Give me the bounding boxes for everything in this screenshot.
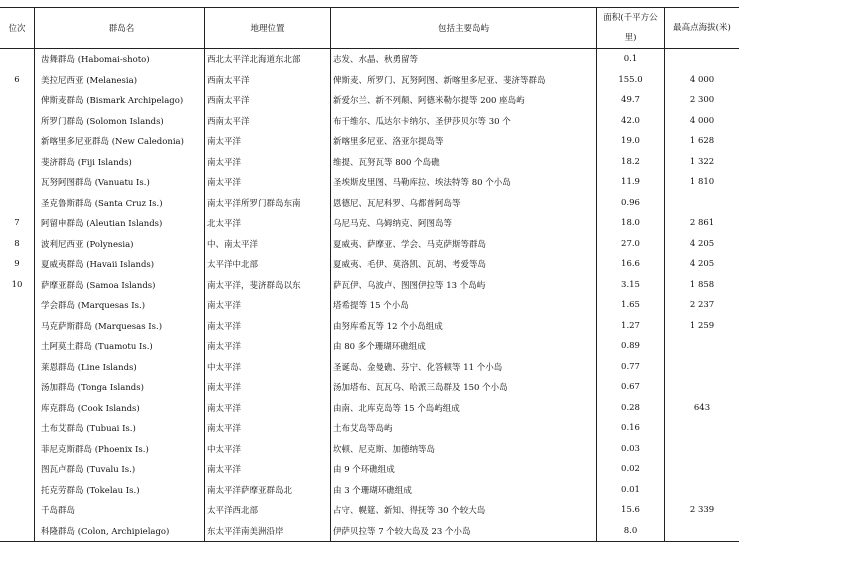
cell-area: 11.9 — [597, 172, 665, 193]
cell-location: 西南太平洋 — [205, 90, 331, 111]
cell-islands: 占守、幌筵、新知、得抚等 30 个较大岛 — [331, 500, 597, 521]
cell-name: 新喀里多尼亚群岛 (New Caledonia) — [35, 131, 205, 152]
cell-area: 49.7 — [597, 90, 665, 111]
cell-elevation — [665, 521, 740, 542]
cell-elevation: 1 628 — [665, 131, 740, 152]
cell-area: 0.1 — [597, 49, 665, 70]
table-row — [0, 254, 739, 275]
cell-rank — [0, 377, 35, 398]
cell-name: 库克群岛 (Cook Islands) — [35, 398, 205, 419]
table-row — [0, 111, 739, 132]
cell-elevation — [665, 336, 740, 357]
cell-location: 南太平洋 — [205, 459, 331, 480]
cell-islands: 布干维尔、瓜达尔卡纳尔、圣伊莎贝尔等 30 个 — [331, 111, 597, 132]
cell-rank — [0, 439, 35, 460]
cell-islands: 伊萨贝拉等 7 个较大岛及 23 个小岛 — [331, 521, 597, 542]
cell-location: 南太平洋 — [205, 418, 331, 439]
table-row — [0, 295, 739, 316]
cell-name: 夏威夷群岛 (Havaii Islands) — [35, 254, 205, 275]
table-row — [0, 213, 739, 234]
cell-location: 南太平洋萨摩亚群岛北 — [205, 480, 331, 501]
cell-elevation: 2 237 — [665, 295, 740, 316]
table-row — [0, 439, 739, 460]
cell-rank: 9 — [14, 259, 20, 270]
cell-islands: 俾斯麦、所罗门、瓦努阿图、新喀里多尼亚、斐济等群岛 — [331, 70, 597, 91]
cell-area: 15.6 — [597, 500, 665, 521]
cell-islands: 夏威夷、萨摩亚、学会、马克萨斯等群岛 — [331, 234, 597, 255]
cell-area: 16.6 — [597, 254, 665, 275]
cell-islands: 汤加塔布、瓦瓦乌、哈派三岛群及 150 个小岛 — [331, 377, 597, 398]
cell-rank — [0, 131, 35, 152]
header-row — [0, 8, 739, 49]
cell-rank: 6 — [14, 74, 20, 85]
cell-name: 萨摩亚群岛 (Samoa Islands) — [35, 275, 205, 296]
cell-elevation: 4 000 — [665, 70, 740, 91]
cell-location: 东太平洋南美洲沿岸 — [205, 521, 331, 542]
cell-area: 0.89 — [597, 336, 665, 357]
cell-location: 南太平洋 — [205, 172, 331, 193]
cell-area: 0.03 — [597, 439, 665, 460]
table-row — [0, 316, 739, 337]
cell-rank — [0, 49, 35, 70]
cell-islands: 维提、瓦努瓦等 800 个岛礁 — [331, 152, 597, 173]
cell-name: 科隆群岛 (Colon, Archipielago) — [35, 521, 205, 542]
cell-location: 太平洋中北部 — [205, 254, 331, 275]
cell-rank — [0, 418, 35, 439]
cell-rank — [0, 172, 35, 193]
header-name: 群岛名 — [35, 8, 205, 49]
cell-elevation: 1 810 — [665, 172, 740, 193]
cell-location: 南太平洋 — [205, 131, 331, 152]
cell-islands: 志发、水晶、秋勇留等 — [331, 49, 597, 70]
cell-name: 土布艾群岛 (Tubuai Is.) — [35, 418, 205, 439]
cell-area: 27.0 — [597, 234, 665, 255]
cell-area: 0.16 — [597, 418, 665, 439]
cell-elevation — [665, 459, 740, 480]
cell-rank: 8 — [14, 238, 20, 249]
cell-location: 太平洋西北部 — [205, 500, 331, 521]
cell-islands: 恩德尼、瓦尼科罗、乌都普阿岛等 — [331, 193, 597, 214]
cell-location: 南太平洋 — [205, 398, 331, 419]
cell-area: 3.15 — [597, 275, 665, 296]
cell-location: 南太平洋所罗门群岛东南 — [205, 193, 331, 214]
table-row — [0, 275, 739, 296]
cell-rank — [0, 521, 35, 542]
cell-elevation — [665, 357, 740, 378]
cell-name: 土阿莫土群岛 (Tuamotu Is.) — [35, 336, 205, 357]
cell-location: 南太平洋 — [205, 295, 331, 316]
cell-name: 斐济群岛 (Fiji Islands) — [35, 152, 205, 173]
cell-elevation: 4 205 — [665, 254, 740, 275]
cell-rank — [0, 398, 35, 419]
cell-islands: 由 80 多个珊瑚环礁组成 — [331, 336, 597, 357]
cell-location: 中、南太平洋 — [205, 234, 331, 255]
header-elevation: 最高点海拔(米) — [665, 8, 740, 49]
cell-islands: 新爱尔兰、新不列颠、阿德米勒尔提等 200 座岛屿 — [331, 90, 597, 111]
cell-name: 千岛群岛 — [35, 500, 205, 521]
cell-name: 学会群岛 (Marquesas Is.) — [35, 295, 205, 316]
cell-islands: 圣诞岛、金曼礁、芬宁、化答顿等 11 个小岛 — [331, 357, 597, 378]
cell-elevation — [665, 418, 740, 439]
cell-elevation — [665, 49, 740, 70]
header-rank: 位次 — [8, 24, 26, 34]
table-row — [0, 357, 739, 378]
cell-rank — [0, 459, 35, 480]
cell-islands: 塔希提等 15 个小岛 — [331, 295, 597, 316]
cell-rank — [0, 316, 35, 337]
cell-name: 马克萨斯群岛 (Marquesas Is.) — [35, 316, 205, 337]
header-area: 面积(千平方公里) — [597, 8, 665, 49]
cell-area: 155.0 — [597, 70, 665, 91]
cell-area: 1.27 — [597, 316, 665, 337]
cell-location: 南太平洋 — [205, 336, 331, 357]
cell-location: 南太平洋 — [205, 316, 331, 337]
cell-name: 波利尼西亚 (Polynesia) — [35, 234, 205, 255]
cell-elevation: 1 322 — [665, 152, 740, 173]
cell-location: 中太平洋 — [205, 357, 331, 378]
cell-location: 北太平洋 — [205, 213, 331, 234]
table-row — [0, 49, 739, 70]
cell-area: 1.65 — [597, 295, 665, 316]
header-location: 地理位置 — [205, 8, 331, 49]
cell-elevation: 2 300 — [665, 90, 740, 111]
cell-elevation — [665, 377, 740, 398]
cell-rank — [0, 111, 35, 132]
cell-rank — [0, 193, 35, 214]
island-groups-table — [0, 7, 739, 542]
cell-name: 所罗门群岛 (Solomon Islands) — [35, 111, 205, 132]
cell-location: 南太平洋 — [205, 152, 331, 173]
table-row — [0, 398, 739, 419]
cell-name: 瓦努阿图群岛 (Vanuatu Is.) — [35, 172, 205, 193]
cell-area: 19.0 — [597, 131, 665, 152]
cell-area: 8.0 — [597, 521, 665, 542]
cell-name: 美拉尼西亚 (Melanesia) — [35, 70, 205, 91]
cell-location: 西南太平洋 — [205, 111, 331, 132]
cell-elevation: 1 259 — [665, 316, 740, 337]
cell-area: 18.0 — [597, 213, 665, 234]
cell-location: 西北太平洋北海道东北部 — [205, 49, 331, 70]
cell-elevation: 1 858 — [665, 275, 740, 296]
cell-islands: 由南、北库克岛等 15 个岛屿组成 — [331, 398, 597, 419]
cell-elevation: 2 339 — [665, 500, 740, 521]
table-body — [0, 49, 739, 542]
cell-name: 托克劳群岛 (Tokelau Is.) — [35, 480, 205, 501]
cell-elevation — [665, 439, 740, 460]
cell-elevation: 2 861 — [665, 213, 740, 234]
cell-area: 0.77 — [597, 357, 665, 378]
cell-elevation: 4 205 — [665, 234, 740, 255]
cell-elevation: 643 — [665, 398, 740, 419]
table-row — [0, 336, 739, 357]
table-row — [0, 90, 739, 111]
table-row — [0, 500, 739, 521]
cell-rank — [0, 152, 35, 173]
table-row — [0, 234, 739, 255]
table-row — [0, 480, 739, 501]
cell-rank: 10 — [11, 279, 23, 290]
cell-elevation — [665, 480, 740, 501]
cell-name: 阿留申群岛 (Aleutian Islands) — [35, 213, 205, 234]
cell-islands: 由努库希瓦等 12 个小岛组成 — [331, 316, 597, 337]
cell-islands: 由 3 个珊瑚环礁组成 — [331, 480, 597, 501]
cell-rank — [0, 500, 35, 521]
cell-islands: 土布艾岛等岛屿 — [331, 418, 597, 439]
table-row — [0, 459, 739, 480]
cell-islands: 圣埃斯皮里图、马勒库拉、埃法特等 80 个小岛 — [331, 172, 597, 193]
cell-name: 齿舞群岛 (Habomai-shoto) — [35, 49, 205, 70]
table-row — [0, 172, 739, 193]
cell-area: 0.01 — [597, 480, 665, 501]
cell-area: 0.02 — [597, 459, 665, 480]
table-row — [0, 131, 739, 152]
cell-area: 0.67 — [597, 377, 665, 398]
cell-area: 42.0 — [597, 111, 665, 132]
cell-rank — [0, 357, 35, 378]
table-row — [0, 70, 739, 91]
cell-islands: 萨瓦伊、乌波卢、图图伊拉等 13 个岛屿 — [331, 275, 597, 296]
cell-name: 俾斯麦群岛 (Bismark Archipelago) — [35, 90, 205, 111]
cell-name: 菲尼克斯群岛 (Phoenix Is.) — [35, 439, 205, 460]
cell-area: 0.28 — [597, 398, 665, 419]
cell-rank — [0, 336, 35, 357]
cell-name: 图瓦卢群岛 (Tuvalu Is.) — [35, 459, 205, 480]
cell-islands: 坎顿、尼克斯、加德纳等岛 — [331, 439, 597, 460]
table-row — [0, 152, 739, 173]
table-row — [0, 193, 739, 214]
cell-islands: 新喀里多尼亚、洛亚尔提岛等 — [331, 131, 597, 152]
cell-area: 0.96 — [597, 193, 665, 214]
cell-location: 南太平洋 — [205, 377, 331, 398]
cell-islands: 乌尼马克、乌姆纳克、阿图岛等 — [331, 213, 597, 234]
cell-islands: 由 9 个环礁组成 — [331, 459, 597, 480]
table-row — [0, 377, 739, 398]
cell-elevation: 4 000 — [665, 111, 740, 132]
table-row — [0, 521, 739, 542]
cell-location: 西南太平洋 — [205, 70, 331, 91]
header-islands: 包括主要岛屿 — [331, 8, 597, 49]
table-row — [0, 418, 739, 439]
cell-rank — [0, 90, 35, 111]
cell-rank — [0, 480, 35, 501]
cell-name: 莱恩群岛 (Line Islands) — [35, 357, 205, 378]
cell-rank: 7 — [14, 218, 20, 229]
cell-rank — [0, 295, 35, 316]
cell-elevation — [665, 193, 740, 214]
cell-islands: 夏威夷、毛伊、莫洛凯、瓦胡、考爱等岛 — [331, 254, 597, 275]
cell-location: 南太平洋，斐济群岛以东 — [205, 275, 331, 296]
cell-name: 汤加群岛 (Tonga Islands) — [35, 377, 205, 398]
cell-name: 圣克鲁斯群岛 (Santa Cruz Is.) — [35, 193, 205, 214]
cell-area: 18.2 — [597, 152, 665, 173]
cell-location: 中太平洋 — [205, 439, 331, 460]
